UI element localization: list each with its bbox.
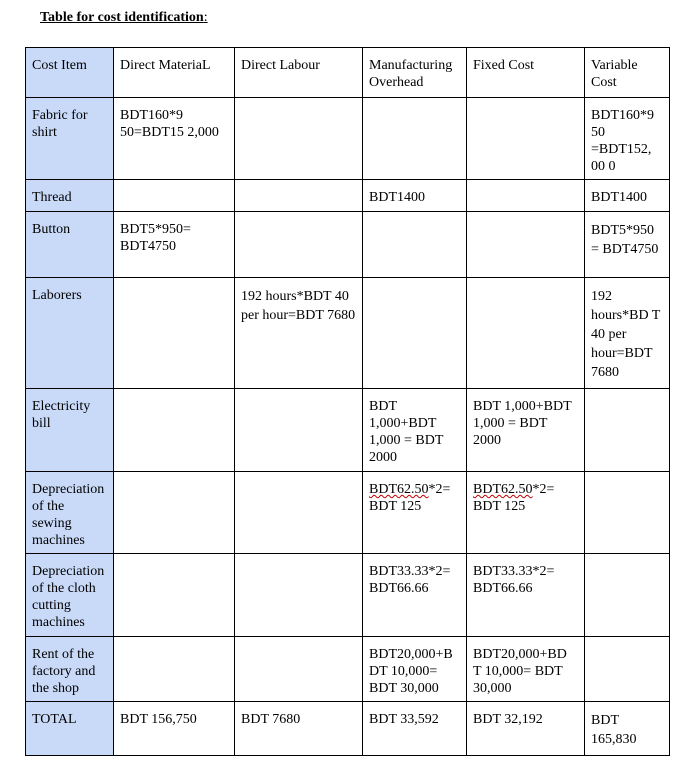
cell-fixed-cost xyxy=(467,98,585,180)
table-row-total xyxy=(26,702,670,756)
cell-direct-material: BDT 156,750 xyxy=(114,702,235,756)
cell-manufacturing-overhead: BDT 1,000+BDT 1,000 = BDT 2000 xyxy=(363,389,467,472)
cell-fixed-cost xyxy=(467,472,585,554)
title-suffix: : xyxy=(203,10,208,25)
cell-text-rest: *2= BDT 125 xyxy=(473,482,555,514)
cell-manufacturing-overhead xyxy=(363,278,467,389)
cost-table xyxy=(25,47,670,756)
page-title xyxy=(40,10,208,26)
table-row xyxy=(26,180,670,212)
cell-manufacturing-overhead: BDT20,000+B DT 10,000= BDT 30,000 xyxy=(363,637,467,702)
cell-direct-labour xyxy=(235,637,363,702)
row-cost-item: Depreciation of the sewing machines xyxy=(26,472,114,554)
cell-fixed-cost: BDT33.33*2= BDT66.66 xyxy=(467,554,585,637)
cell-manufacturing-overhead xyxy=(363,98,467,180)
cell-text-rest: *2= BDT 125 xyxy=(369,482,451,514)
cell-fixed-cost: BDT 32,192 xyxy=(467,702,585,756)
table-row xyxy=(26,98,670,180)
table-header-row xyxy=(26,48,670,98)
table-row xyxy=(26,637,670,702)
header-direct-material: Direct MateriaL xyxy=(114,48,235,98)
cell-variable-cost xyxy=(585,637,670,702)
cell-variable-cost: 192 hours*BD T 40 per hour=BDT 7680 xyxy=(585,278,670,389)
row-cost-item: Fabric for shirt xyxy=(26,98,114,180)
cell-manufacturing-overhead xyxy=(363,472,467,554)
table-row xyxy=(26,472,670,554)
cell-fixed-cost xyxy=(467,212,585,278)
cell-manufacturing-overhead: BDT1400 xyxy=(363,180,467,212)
cell-variable-cost: BDT1400 xyxy=(585,180,670,212)
row-cost-item: Button xyxy=(26,212,114,278)
row-cost-item: Rent of the factory and the shop xyxy=(26,637,114,702)
cell-direct-material xyxy=(114,637,235,702)
header-manufacturing-overhead: Manufacturing Overhead xyxy=(363,48,467,98)
cell-fixed-cost: BDT20,000+BD T 10,000= BDT 30,000 xyxy=(467,637,585,702)
cell-direct-labour xyxy=(235,212,363,278)
cell-variable-cost: BDT160*9 50 =BDT152, 00 0 xyxy=(585,98,670,180)
cell-manufacturing-overhead xyxy=(363,212,467,278)
cell-direct-material: BDT5*950= BDT4750 xyxy=(114,212,235,278)
row-cost-item: Laborers xyxy=(26,278,114,389)
cell-variable-cost: BDT 165,830 xyxy=(585,702,670,756)
cell-direct-labour xyxy=(235,98,363,180)
cell-variable-cost: BDT5*950 = BDT4750 xyxy=(585,212,670,278)
cell-manufacturing-overhead: BDT33.33*2= BDT66.66 xyxy=(363,554,467,637)
header-variable-cost: Variable Cost xyxy=(585,48,670,98)
cell-direct-labour xyxy=(235,472,363,554)
header-cost-item: Cost Item xyxy=(26,48,114,98)
cell-direct-material: BDT160*9 50=BDT15 2,000 xyxy=(114,98,235,180)
cell-direct-labour: BDT 7680 xyxy=(235,702,363,756)
table-row xyxy=(26,554,670,637)
header-fixed-cost: Fixed Cost xyxy=(467,48,585,98)
cell-variable-cost xyxy=(585,389,670,472)
table-row xyxy=(26,212,670,278)
row-cost-item: Thread xyxy=(26,180,114,212)
cell-fixed-cost xyxy=(467,278,585,389)
cell-direct-labour: 192 hours*BDT 40 per hour=BDT 7680 xyxy=(235,278,363,389)
row-cost-item: Electricity bill xyxy=(26,389,114,472)
cell-fixed-cost: BDT 1,000+BDT 1,000 = BDT 2000 xyxy=(467,389,585,472)
header-direct-labour: Direct Labour xyxy=(235,48,363,98)
title-text: Table for cost identification xyxy=(40,10,204,25)
cell-variable-cost xyxy=(585,472,670,554)
cell-direct-material xyxy=(114,472,235,554)
cell-direct-material xyxy=(114,278,235,389)
table-row xyxy=(26,389,670,472)
cell-direct-material xyxy=(114,389,235,472)
row-cost-item: TOTAL xyxy=(26,702,114,756)
cell-direct-labour xyxy=(235,180,363,212)
spell-check-word: BDT62.50 xyxy=(369,482,429,497)
cell-variable-cost xyxy=(585,554,670,637)
cell-manufacturing-overhead: BDT 33,592 xyxy=(363,702,467,756)
cell-direct-material xyxy=(114,180,235,212)
table-row xyxy=(26,278,670,389)
cell-fixed-cost xyxy=(467,180,585,212)
spell-check-word: BDT62.50 xyxy=(473,482,533,497)
cell-direct-labour xyxy=(235,554,363,637)
cell-direct-labour xyxy=(235,389,363,472)
cell-direct-material xyxy=(114,554,235,637)
row-cost-item: Depreciation of the cloth cutting machines xyxy=(26,554,114,637)
